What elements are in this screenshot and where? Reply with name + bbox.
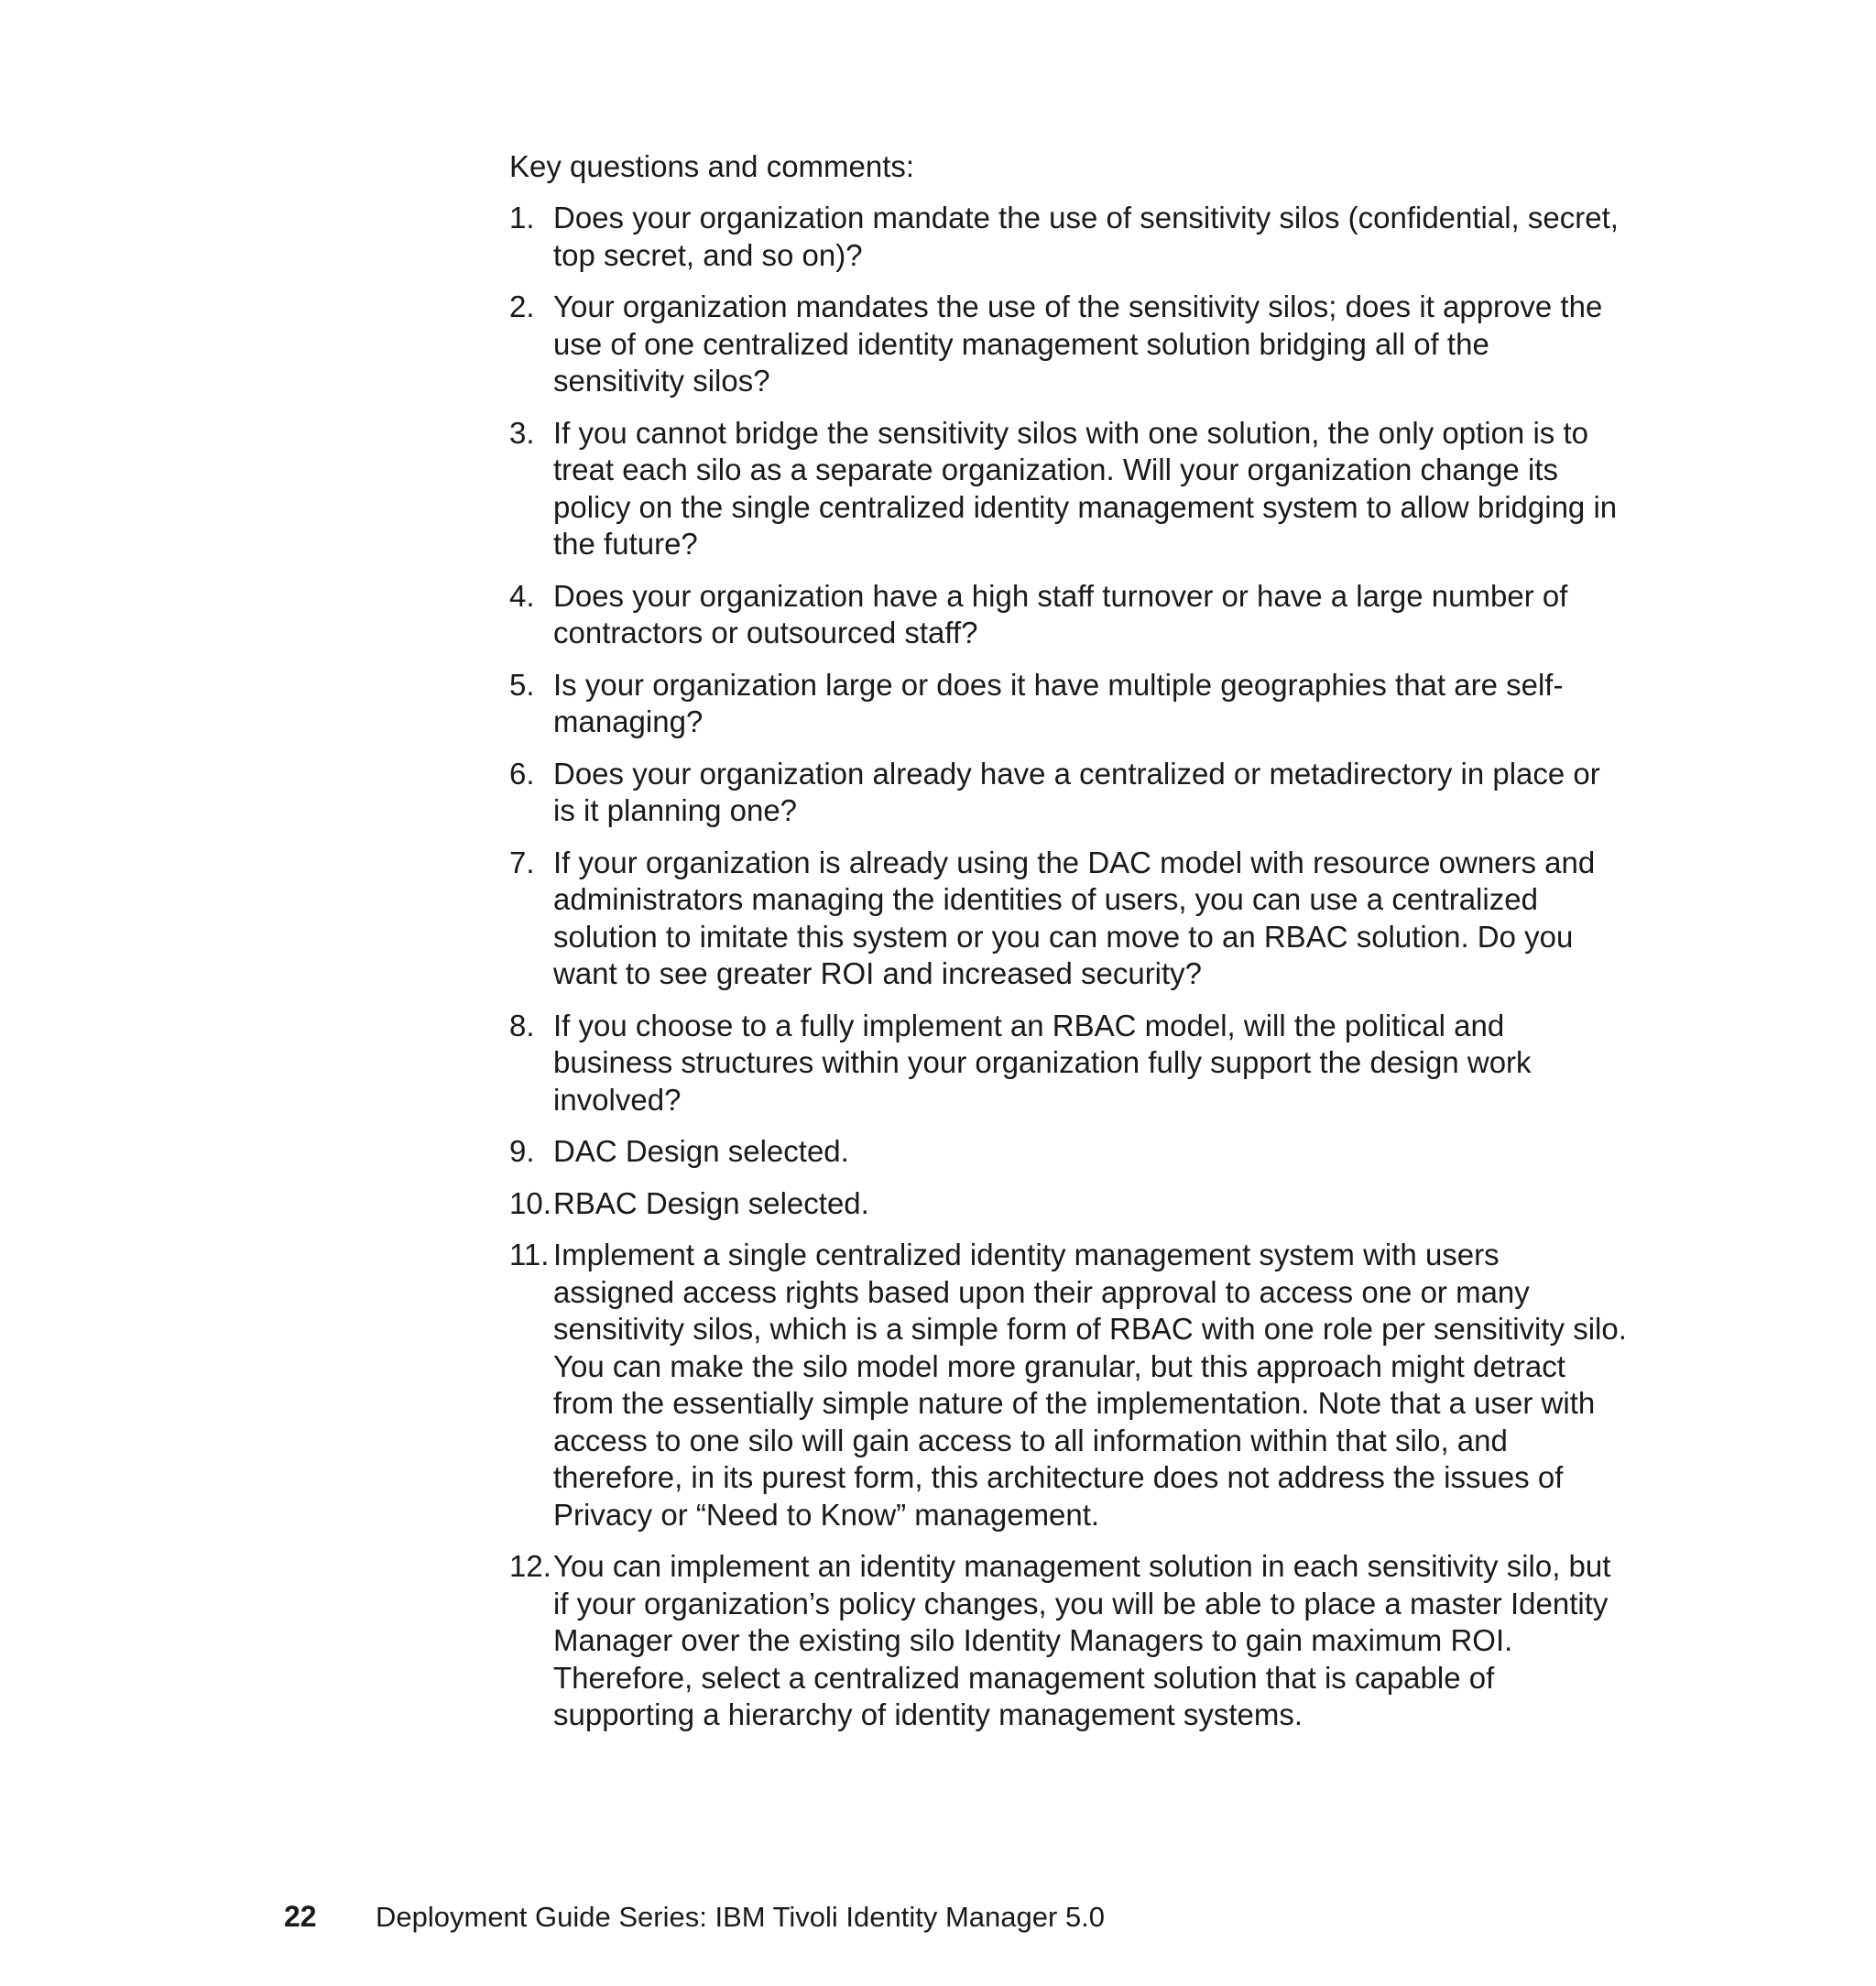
item-text: Your organization mandates the use of the sensitivity silos; does it approve the use of one centralized identity management solution bridging all of the sensitivity silos? bbox=[553, 289, 1603, 398]
item-text: If you choose to a fully implement an RBAC model, will the political and business structures within your organization fully support the design work involved? bbox=[553, 1008, 1532, 1117]
item-text: Does your organization have a high staff turnover or have a large number of contractors or outsourced staff? bbox=[553, 578, 1568, 649]
list-item bbox=[509, 200, 1627, 274]
item-text: Does your organization already have a centralized or metadirectory in place or is it planning one? bbox=[553, 756, 1600, 827]
item-number: 1. bbox=[509, 201, 535, 235]
intro-heading: Key questions and comments: bbox=[509, 149, 915, 183]
list-item bbox=[509, 1548, 1627, 1734]
list-item bbox=[509, 845, 1627, 993]
item-text: RBAC Design selected. bbox=[553, 1185, 869, 1220]
page-number: 22 bbox=[284, 1900, 317, 1933]
item-number: 5. bbox=[509, 667, 535, 702]
list-item bbox=[509, 1133, 1627, 1171]
item-text: Does your organization mandate the use of sensitivity silos (confidential, secret, top secret, and so on)? bbox=[553, 201, 1619, 272]
item-text: DAC Design selected. bbox=[553, 1134, 849, 1168]
key-questions-list bbox=[509, 200, 1627, 1734]
list-item bbox=[509, 289, 1627, 400]
item-number: 4. bbox=[509, 578, 535, 613]
list-item bbox=[509, 1008, 1627, 1119]
item-text: You can implement an identity management solution in each sensitivity silo, but if your organization’s policy changes, you will be able to place a master Identity Manager over the existing silo Identity Managers to gain maximum ROI. Therefore, select a centralized management solution that is capable of supporting a hierarchy of identity management systems. bbox=[553, 1549, 1611, 1731]
item-text: If you cannot bridge the sensitivity silos with one solution, the only option is to treat each silo as a separate organization. Will your organization change its policy on the single centralized identity management system to allow bridging in the future? bbox=[553, 415, 1618, 561]
item-text: If your organization is already using the DAC model with resource owners and administrators managing the identities of users, you can use a centralized solution to imitate this system or you can move to an RBAC solution. Do you want to see greater ROI and increased security? bbox=[553, 845, 1596, 990]
item-number: 10. bbox=[509, 1185, 551, 1220]
item-number: 9. bbox=[509, 1134, 535, 1168]
list-item bbox=[509, 1185, 1627, 1223]
item-number: 8. bbox=[509, 1008, 535, 1042]
page-footer bbox=[284, 1898, 1105, 1936]
list-item bbox=[509, 756, 1627, 830]
item-number: 12. bbox=[509, 1549, 551, 1583]
item-number: 7. bbox=[509, 845, 535, 879]
footer-title: Deployment Guide Series: IBM Tivoli Identity Manager 5.0 bbox=[376, 1901, 1106, 1933]
list-item bbox=[509, 667, 1627, 741]
list-item bbox=[509, 578, 1627, 652]
item-number: 6. bbox=[509, 756, 535, 791]
item-text: Implement a single centralized identity management system with users assigned access rights based upon their approval to access one or many sensitivity silos, which is a simple form of RBAC with one role per sensitivity silo. You can make the silo model more granular, but this approach might detract from the essentially simple nature of the implementation. Note that a user with access to one silo will gain access to all information within that silo, and therefore, in its purest form, this architecture does not address the issues of Privacy or “Need to Know” management. bbox=[553, 1238, 1627, 1532]
list-item bbox=[509, 1237, 1627, 1533]
item-number: 3. bbox=[509, 415, 535, 450]
item-number: 11. bbox=[509, 1238, 550, 1271]
item-text: Is your organization large or does it have multiple geographies that are self-managing? bbox=[553, 667, 1564, 738]
list-item bbox=[509, 415, 1627, 563]
page-content bbox=[509, 148, 1627, 1749]
item-number: 2. bbox=[509, 289, 535, 323]
